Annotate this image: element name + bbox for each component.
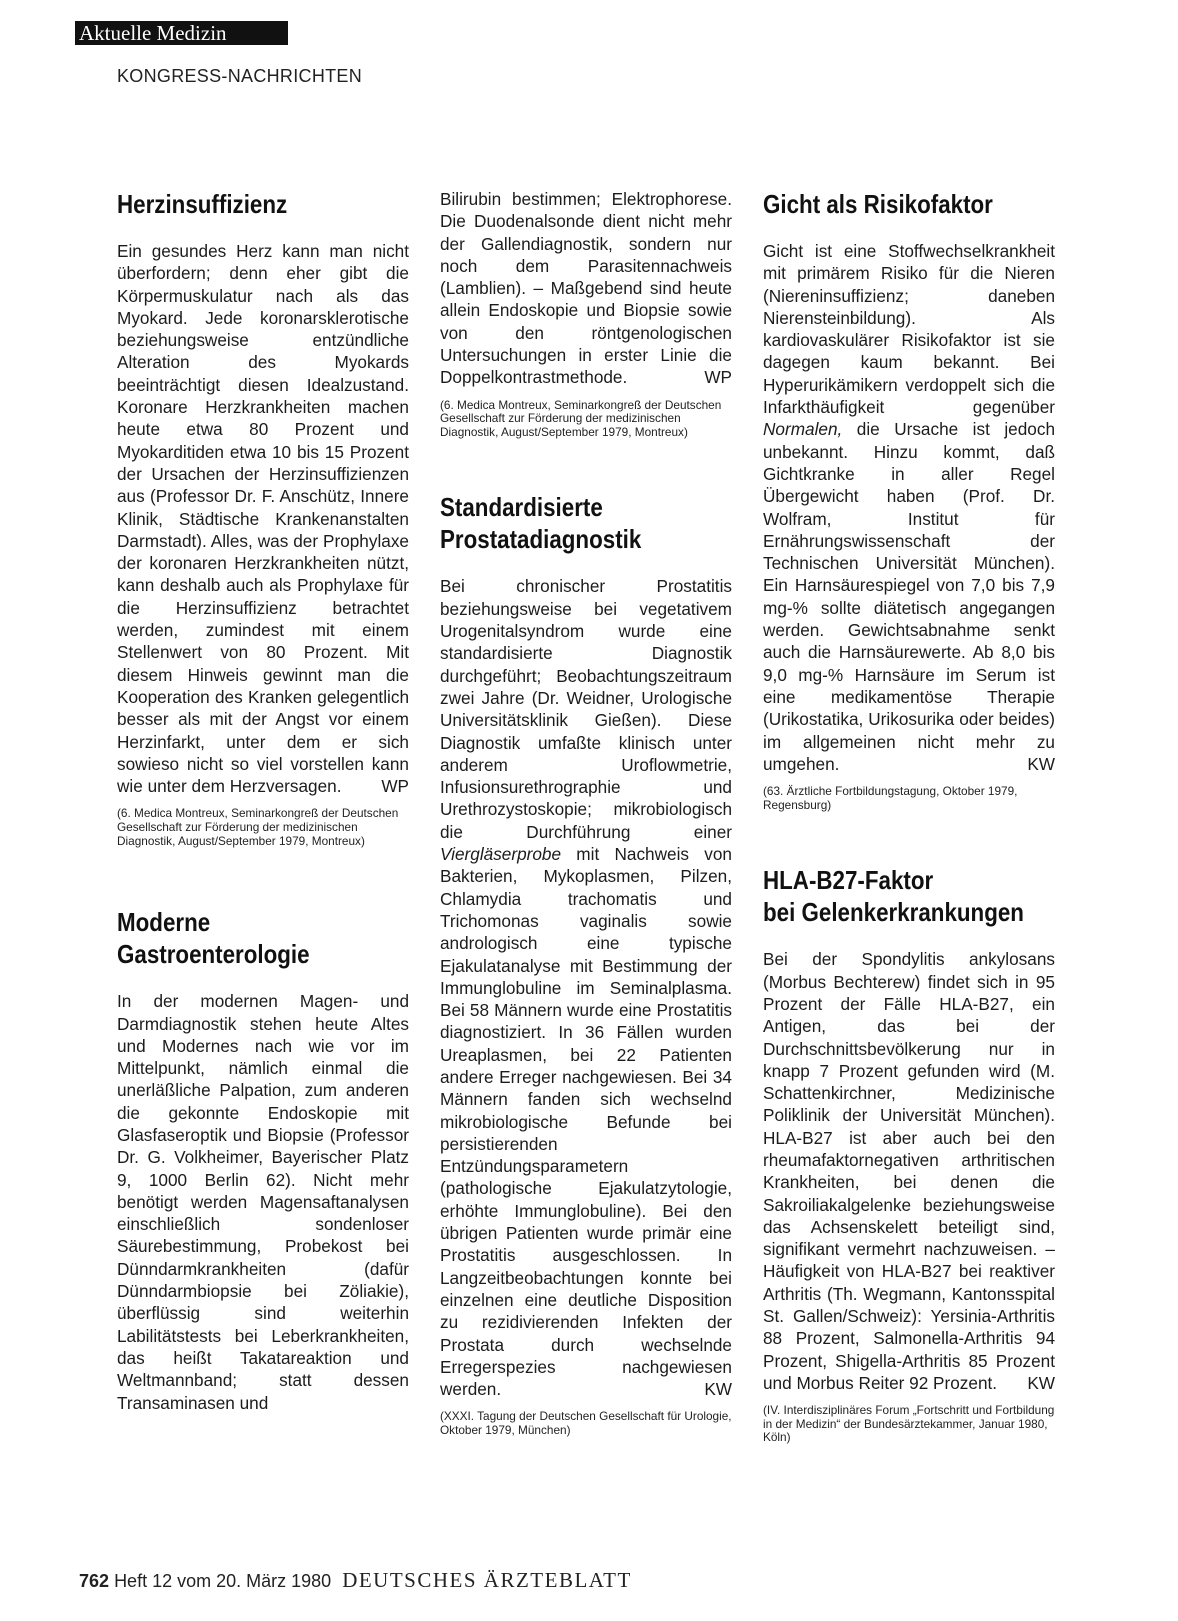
- page-number: 762: [79, 1571, 110, 1591]
- section-label: KONGRESS-NACHRICHTEN: [117, 66, 363, 86]
- author-signature: WP: [381, 776, 409, 797]
- journal-name: DEUTSCHES ÄRZTEBLATT: [342, 1568, 632, 1592]
- article-body-gastroenterologie-part1: In der modernen Magen- und Darmdiagnostik stehen heute Altes und Modernes nach wie vor im Mittelpunkt, nämlich einmal die unerläßliche Palpation, zum anderen die gekonnte Endoskopie mit Glasfaseroptik und Biopsie (Professor Dr. G. Volkheimer, Bayerischer Platz 9, 1000 Berlin 62). Nicht mehr benötigt werden Magensaftanalysen einschließlich sondenloser Säurebestimmung, Probekost bei Dünndarmkrankheiten (dafür Dünndarmbiopsie bei Zöliakie), überflüssig sind weiterhin Labilitätstests bei Leberkrankheiten, das heißt Takatareaktion und Weltmannband; statt dessen Transaminasen und: [117, 991, 409, 1413]
- author-signature: WP: [704, 367, 732, 388]
- issue-info: Heft 12 vom 20. März 1980: [114, 1571, 332, 1591]
- article-body-prostatadiagnostik: Bei chronischer Prostatitis beziehungsweise bei vegetativem Urogenitalsyndrom wurde eine standardisierte Diagnostik durchgeführt; Beobachtungszeitraum zwei Jahre (Dr. Weidner, Urologische Universitätsklinik Gießen). Diese Diagnostik umfaßte klinisch unter anderem Uroflowmetrie, Infusionsurethrographie und Urethrozystoskopie; mikrobiologisch die Durchführung einer Viergläserprobe mit Nachweis von Bakterien, Mykoplasmen, Pilzen, Chlamydia trachomatis und Trichomonas vaginalis sowie andrologisch eine typische Ejakulatanalyse mit Bestimmung der Immunglobuline im Seminalplasma. Bei 58 Männern wurde eine Prostatitis diagnostiziert. In 36 Fällen wurden Ureaplasmen, bei 22 Patienten andere Erreger nachgewiesen. Bei 34 Männern fanden sich wechselnd mikrobiologische Befunde bei persistierenden Entzündungsparametern (pathologische Ejakulatzytologie, erhöhte Immunglobuline). Bei den übrigen Patienten wurde primär eine Prostatitis ausgeschlossen. In Langzeitbeobachtungen konnte bei einzelnen eine deutliche Disposition zu rezidivierenden Infekten der Prostata durch wechselnde Erregerspezies nachgewiesen werden. KW: [440, 576, 732, 1400]
- column-3: [763, 188, 1055, 1445]
- article-title-prostatadiagnostik: Standardisierte Prostatadiagnostik: [440, 492, 642, 555]
- author-signature: KW: [1027, 753, 1055, 774]
- section-bar: Aktuelle Medizin: [75, 21, 288, 45]
- article-source-prostatadiagnostik: (XXXI. Tagung der Deutschen Gesellschaft für Urologie, Oktober 1979, München): [440, 1409, 732, 1438]
- author-signature: KW: [1027, 1372, 1055, 1393]
- article-source-gastroenterologie: (6. Medica Montreux, Seminarkongreß der Deutschen Gesellschaft zur Förderung der medizinischen Diagnostik, August/September 1979, Montreux): [440, 397, 722, 439]
- column-2: [440, 188, 732, 1438]
- page-footer: [79, 1568, 632, 1593]
- article-title-hla-b27: HLA-B27-Faktor bei Gelenkerkrankungen: [763, 865, 1024, 928]
- article-title-herzinsuffizienz: Herzinsuffizienz: [117, 189, 288, 219]
- article-body-hla-b27: Bei der Spondylitis ankylosans (Morbus Bechterew) findet sich in 95 Prozent der Fälle HLA-B27, ein Antigen, das bei der Durchschnittsbevölkerung nur in knapp 7 Prozent gefunden wird (M. Schattenkirchner, Medizinische Poliklinik der Universität München). HLA-B27 ist aber auch bei den rheumafaktornegativen arthritischen Krankheiten, bei denen die Sakroiliakalgelenke beziehungsweise das Achsenskelett beteiligt sind, signifikant vermehrt nachzuweisen. – Häufigkeit von HLA-B27 bei reaktiver Arthritis (Th. Wegmann, Kantonsspital St. Gallen/Schweiz): Yersinia-Arthritis 88 Prozent, Salmonella-Arthritis 94 Prozent, Shigella-Arthritis 85 Prozent und Morbus Reiter 92 Prozent. KW: [763, 949, 1055, 1393]
- column-1: [117, 188, 409, 1414]
- author-signature: KW: [704, 1379, 732, 1400]
- article-title-gastroenterologie: Moderne Gastroenterologie: [117, 907, 310, 970]
- article-body-gastroenterologie-part2: Bilirubin bestimmen; Elektrophorese. Die Duodenalsonde dient nicht mehr der Gallendiagnostik, sondern nur noch dem Parasitennachweis (Lamblien). – Maßgebend sind heute allein Endoskopie und Biopsie sowie von den röntgenologischen Untersuchungen in erster Linie die Doppelkontrastmethode. WP: [440, 189, 732, 388]
- article-title-gicht: Gicht als Risikofaktor: [763, 189, 993, 219]
- article-source-herzinsuffizienz: (6. Medica Montreux, Seminarkongreß der Deutschen Gesellschaft zur Förderung der medizinischen Diagnostik, August/September 1979, Montreux): [117, 806, 399, 848]
- article-source-gicht: (63. Ärztliche Fortbildungstagung, Oktober 1979, Regensburg): [763, 784, 1018, 812]
- article-body-gicht: Gicht ist eine Stoffwechselkrankheit mit primärem Risiko für die Nieren (Niereninsuffizienz; daneben Nierensteinbildung). Als kardiovaskulärer Risikofaktor ist sie dagegen kaum bekannt. Bei Hyperurikämikern verdoppelt sich die Infarkthäufigkeit gegenüber Normalen, die Ursache ist jedoch unbekannt. Hinzu kommt, daß Gichtkranke in aller Regel Übergewicht haben (Prof. Dr. Wolfram, Institut für Ernährungswissenschaft der Technischen Universität München). Ein Harnsäurespiegel von 7,0 bis 7,9 mg-% sollte diätetisch angegangen werden. Gewichtsabnahme senkt auch die Harnsäurewerte. Ab 8,0 bis 9,0 mg-% Harnsäure im Serum ist eine medikamentöse Therapie (Urikostatika, Urikosurika oder beides) im allgemeinen nicht mehr zu umgehen. KW: [763, 241, 1055, 774]
- article-source-hla-b27: (IV. Interdisziplinäres Forum „Fortschritt und Fortbildung in der Medizin“ der Bundesärztekammer, Januar 1980, Köln): [763, 1403, 1055, 1445]
- article-body-herzinsuffizienz: Ein gesundes Herz kann man nicht überfordern; denn eher gibt die Körpermuskulatur nach als das Myokard. Jede koronarsklerotische beziehungsweise entzündliche Alteration des Myokards beeinträchtigt diesen Idealzustand. Koronare Herzkrankheiten machen heute etwa 80 Prozent und Myokarditiden etwa 10 bis 15 Prozent der Ursachen der Herzinsuffizienzen aus (Professor Dr. F. Anschütz, Innere Klinik, Städtische Krankenanstalten Darmstadt). Alles, was der Prophylaxe der koronaren Herzkrankheiten nützt, kann deshalb auch als Prophylaxe für die Herzinsuffizienz betrachtet werden, zumindest mit einem Stellenwert von 80 Prozent. Mit diesem Hinweis gewinnt man die Kooperation des Kranken gelegentlich besser als mit der Angst vor einem Herzinfarkt, unter dem er sich sowieso nicht so viel vorstellen kann wie unter dem Herzversagen. WP: [117, 241, 409, 797]
